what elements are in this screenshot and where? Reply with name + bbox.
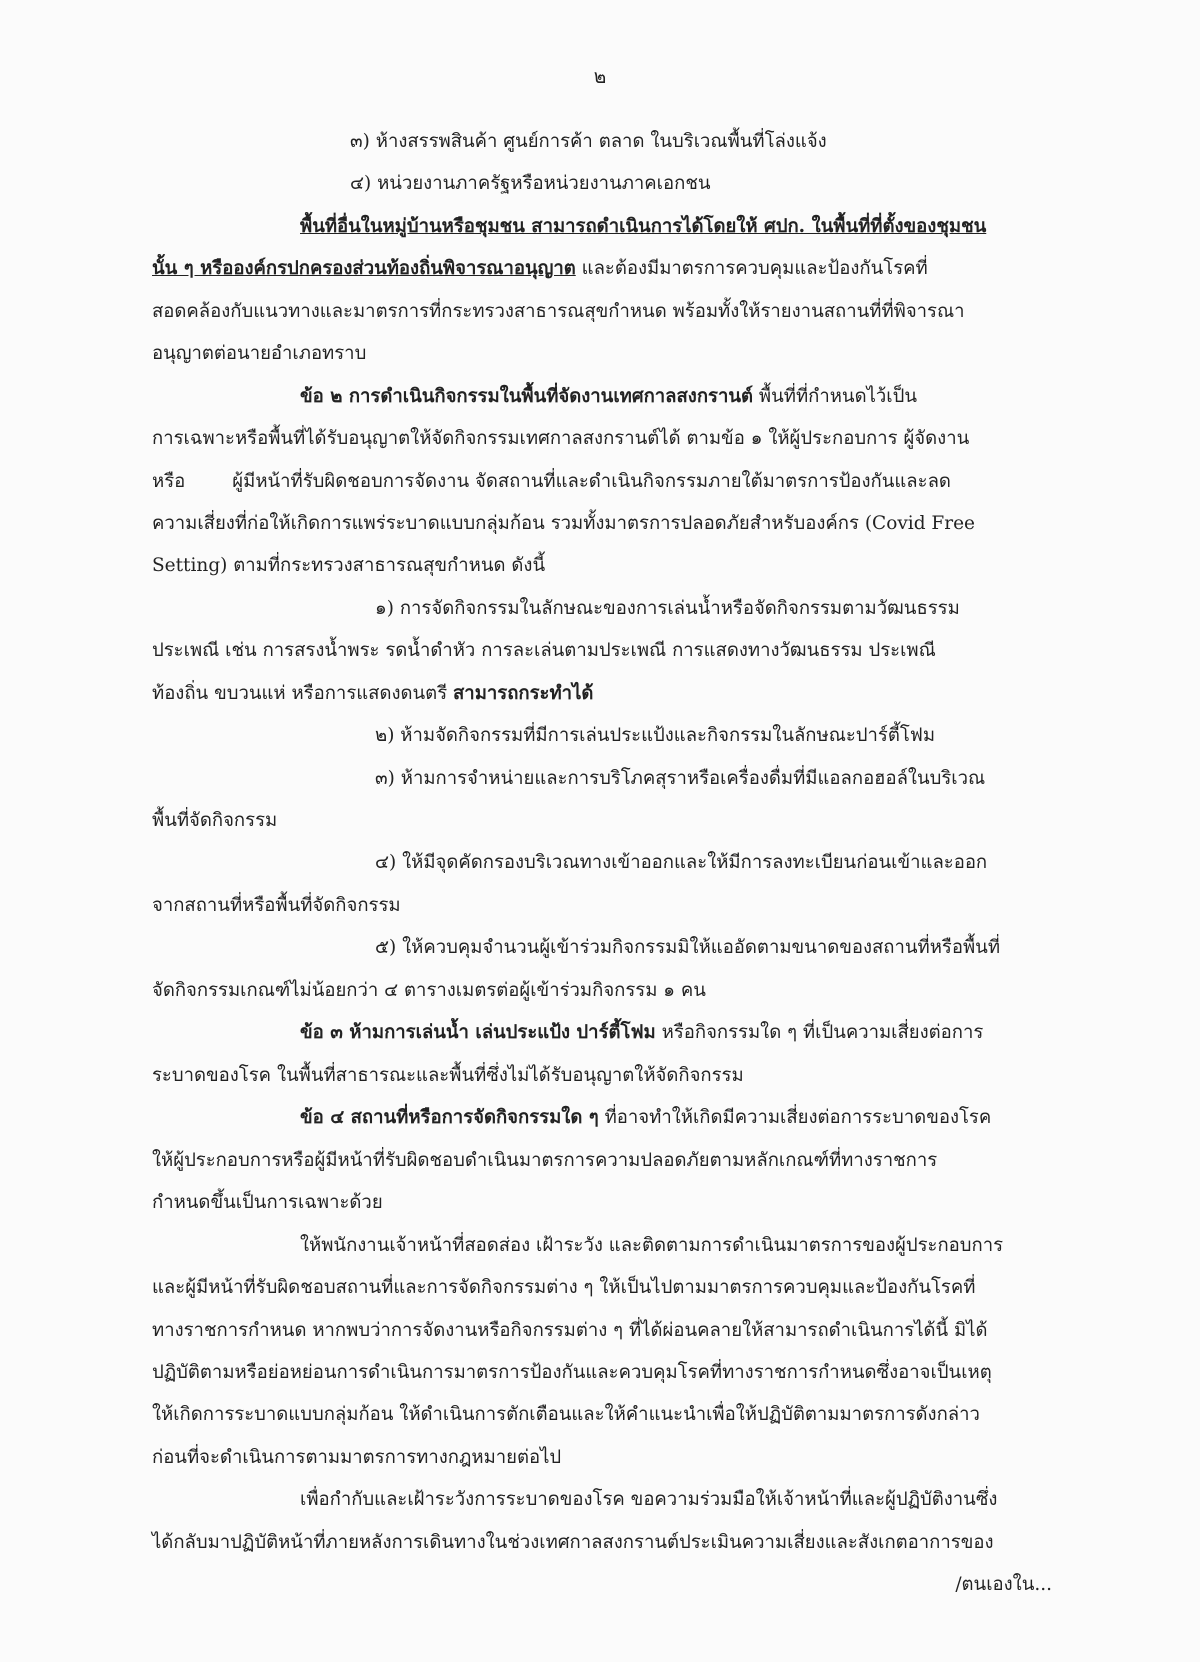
paragraph-line: ได้กลับมาปฏิบัติหน้าที่ภายหลังการเดินทางในช่วงเทศกาลสงกรานต์ประเมินความเสี่ยงและสังเกตอาการของ: [152, 1532, 994, 1553]
paragraph-line: เพื่อกำกับและเฝ้าระวังการระบาดของโรค ขอความร่วมมือให้เจ้าหน้าที่และผู้ปฏิบัติงานซึ่ง: [300, 1489, 998, 1510]
plain-text: และต้องมีมาตรการควบคุมและป้องกันโรคที่: [575, 258, 928, 279]
paragraph-line: กำหนดขึ้นเป็นการเฉพาะด้วย: [152, 1192, 383, 1213]
continuation-marker: /ตนเองใน...: [955, 1574, 1052, 1595]
bold-underline-text: นั้น ๆ หรือองค์กรปกครองส่วนท้องถิ่นพิจารณาอนุญาต: [152, 258, 576, 279]
paragraph-line: จัดกิจกรรมเกณฑ์ไม่น้อยกว่า ๔ ตารางเมตรต่อผู้เข้าร่วมกิจกรรม ๑ คน: [152, 980, 706, 1001]
paragraph-line: อนุญาตต่อนายอำเภอทราบ: [152, 343, 367, 364]
paragraph-line: ก่อนที่จะดำเนินการตามมาตรการทางกฎหมายต่อไป: [152, 1447, 562, 1468]
page-number: ๒: [593, 66, 607, 88]
paragraph-line: พื้นที่จัดกิจกรรม: [152, 810, 278, 831]
paragraph-line: และผู้มีหน้าที่รับผิดชอบสถานที่และการจัดกิจกรรมต่าง ๆ ให้เป็นไปตามมาตรการควบคุมและป้องกันโรคที่: [152, 1277, 976, 1298]
bold-text: ข้อ ๓ ห้ามการเล่นน้ำ เล่นประแป้ง ปาร์ตี้โฟม: [300, 1022, 656, 1043]
paragraph-line: [152, 256, 928, 282]
plain-text: ท้องถิ่น ขบวนแห่ หรือการแสดงดนตรี: [152, 683, 454, 704]
paragraph-line: ระบาดของโรค ในพื้นที่สาธารณะและพื้นที่ซึ่งไม่ได้รับอนุญาตให้จัดกิจกรรม: [152, 1065, 744, 1086]
paragraph-line: Setting) ตามที่กระทรวงสาธารณสุขกำหนด ดังนี้: [152, 555, 546, 576]
list-item: ๓) ห้างสรรพสินค้า ศูนย์การค้า ตลาด ในบริเวณพื้นที่โล่งแจ้ง: [350, 131, 827, 152]
plain-text: ที่อาจทำให้เกิดมีความเสี่ยงต่อการระบาดของโรค: [598, 1107, 992, 1128]
list-item: ๒) ห้ามจัดกิจกรรมที่มีการเล่นประแป้งและกิจกรรมในลักษณะปาร์ตี้โฟม: [375, 725, 936, 746]
paragraph-line: ให้พนักงานเจ้าหน้าที่สอดส่อง เฝ้าระวัง และติดตามการดำเนินมาตรการของผู้ประกอบการ: [300, 1235, 1004, 1256]
paragraph-line: หรือ ผู้มีหน้าที่รับผิดชอบการจัดงาน จัดสถานที่และดำเนินกิจกรรมภายใต้มาตรการป้องกันและลด: [152, 471, 951, 492]
bold-text: ข้อ ๔ สถานที่หรือการจัดกิจกรรมใด ๆ: [300, 1107, 599, 1128]
article-heading: [300, 1020, 983, 1046]
list-item: ๔) ให้มีจุดคัดกรองบริเวณทางเข้าออกและให้มีการลงทะเบียนก่อนเข้าและออก: [375, 852, 988, 873]
paragraph-line: การเฉพาะหรือพื้นที่ได้รับอนุญาตให้จัดกิจกรรมเทศกาลสงกรานต์ได้ ตามข้อ ๑ ให้ผู้ประกอบการ ผู้จัดงาน: [152, 428, 970, 449]
paragraph-line: ทางราชการกำหนด หากพบว่าการจัดงานหรือกิจกรรมต่าง ๆ ที่ได้ผ่อนคลายให้สามารถดำเนินการได้นี้ มิได้: [152, 1320, 988, 1341]
paragraph-line: ประเพณี เช่น การสรงน้ำพระ รดน้ำดำหัว การละเล่นตามประเพณี การแสดงทางวัฒนธรรม ประเพณี: [152, 640, 936, 661]
paragraph-line: ให้ผู้ประกอบการหรือผู้มีหน้าที่รับผิดชอบดำเนินมาตรการความปลอดภัยตามหลักเกณฑ์ที่ทางราชการ: [152, 1150, 938, 1171]
paragraph-line: ให้เกิดการระบาดแบบกลุ่มก้อน ให้ดำเนินการตักเตือนและให้คำแนะนำเพื่อให้ปฏิบัติตามมาตรการดังกล่าว: [152, 1404, 980, 1425]
list-item: ๕) ให้ควบคุมจำนวนผู้เข้าร่วมกิจกรรมมิให้แออัดตามขนาดของสถานที่หรือพื้นที่: [375, 937, 1001, 958]
paragraph-line: ความเสี่ยงที่ก่อให้เกิดการแพร่ระบาดแบบกลุ่มก้อน รวมทั้งมาตรการปลอดภัยสำหรับองค์กร (Covid Free: [152, 513, 976, 534]
article-heading: [300, 384, 917, 410]
list-item: ๔) หน่วยงานภาครัฐหรือหน่วยงานภาคเอกชน: [350, 173, 711, 194]
list-item: ๑) การจัดกิจกรรมในลักษณะของการเล่นน้ำหรือจัดกิจกรรมตามวัฒนธรรม: [375, 598, 960, 619]
bold-text: ข้อ ๒ การดำเนินกิจกรรมในพื้นที่จัดงานเทศกาลสงกรานต์: [300, 386, 754, 407]
paragraph-line: ปฏิบัติตามหรือย่อหย่อนการดำเนินการมาตรการป้องกันและควบคุมโรคที่ทางราชการกำหนดซึ่งอาจเป็นเหตุ: [152, 1362, 992, 1383]
article-heading: [300, 1105, 991, 1131]
list-item: ๓) ห้ามการจำหน่ายและการบริโภคสุราหรือเครื่องดื่มที่มีแอลกอฮอล์ในบริเวณ: [375, 768, 986, 789]
paragraph-line: จากสถานที่หรือพื้นที่จัดกิจกรรม: [152, 895, 401, 916]
plain-text: หรือกิจกรรมใด ๆ ที่เป็นความเสี่ยงต่อการ: [655, 1022, 984, 1043]
paragraph-line: สอดคล้องกับแนวทางและมาตรการที่กระทรวงสาธารณสุขกำหนด พร้อมทั้งให้รายงานสถานที่ที่พิจารณา: [152, 301, 965, 322]
paragraph-line: [152, 681, 593, 707]
plain-text: พื้นที่ที่กำหนดไว้เป็น: [753, 386, 917, 407]
paragraph-line: พื้นที่อื่นในหมู่บ้านหรือชุมชน สามารถดำเนินการได้โดยให้ ศปก. ในพื้นที่ที่ตั้งของชุมชน: [300, 216, 987, 237]
bold-text: สามารถกระทำได้: [453, 683, 594, 704]
